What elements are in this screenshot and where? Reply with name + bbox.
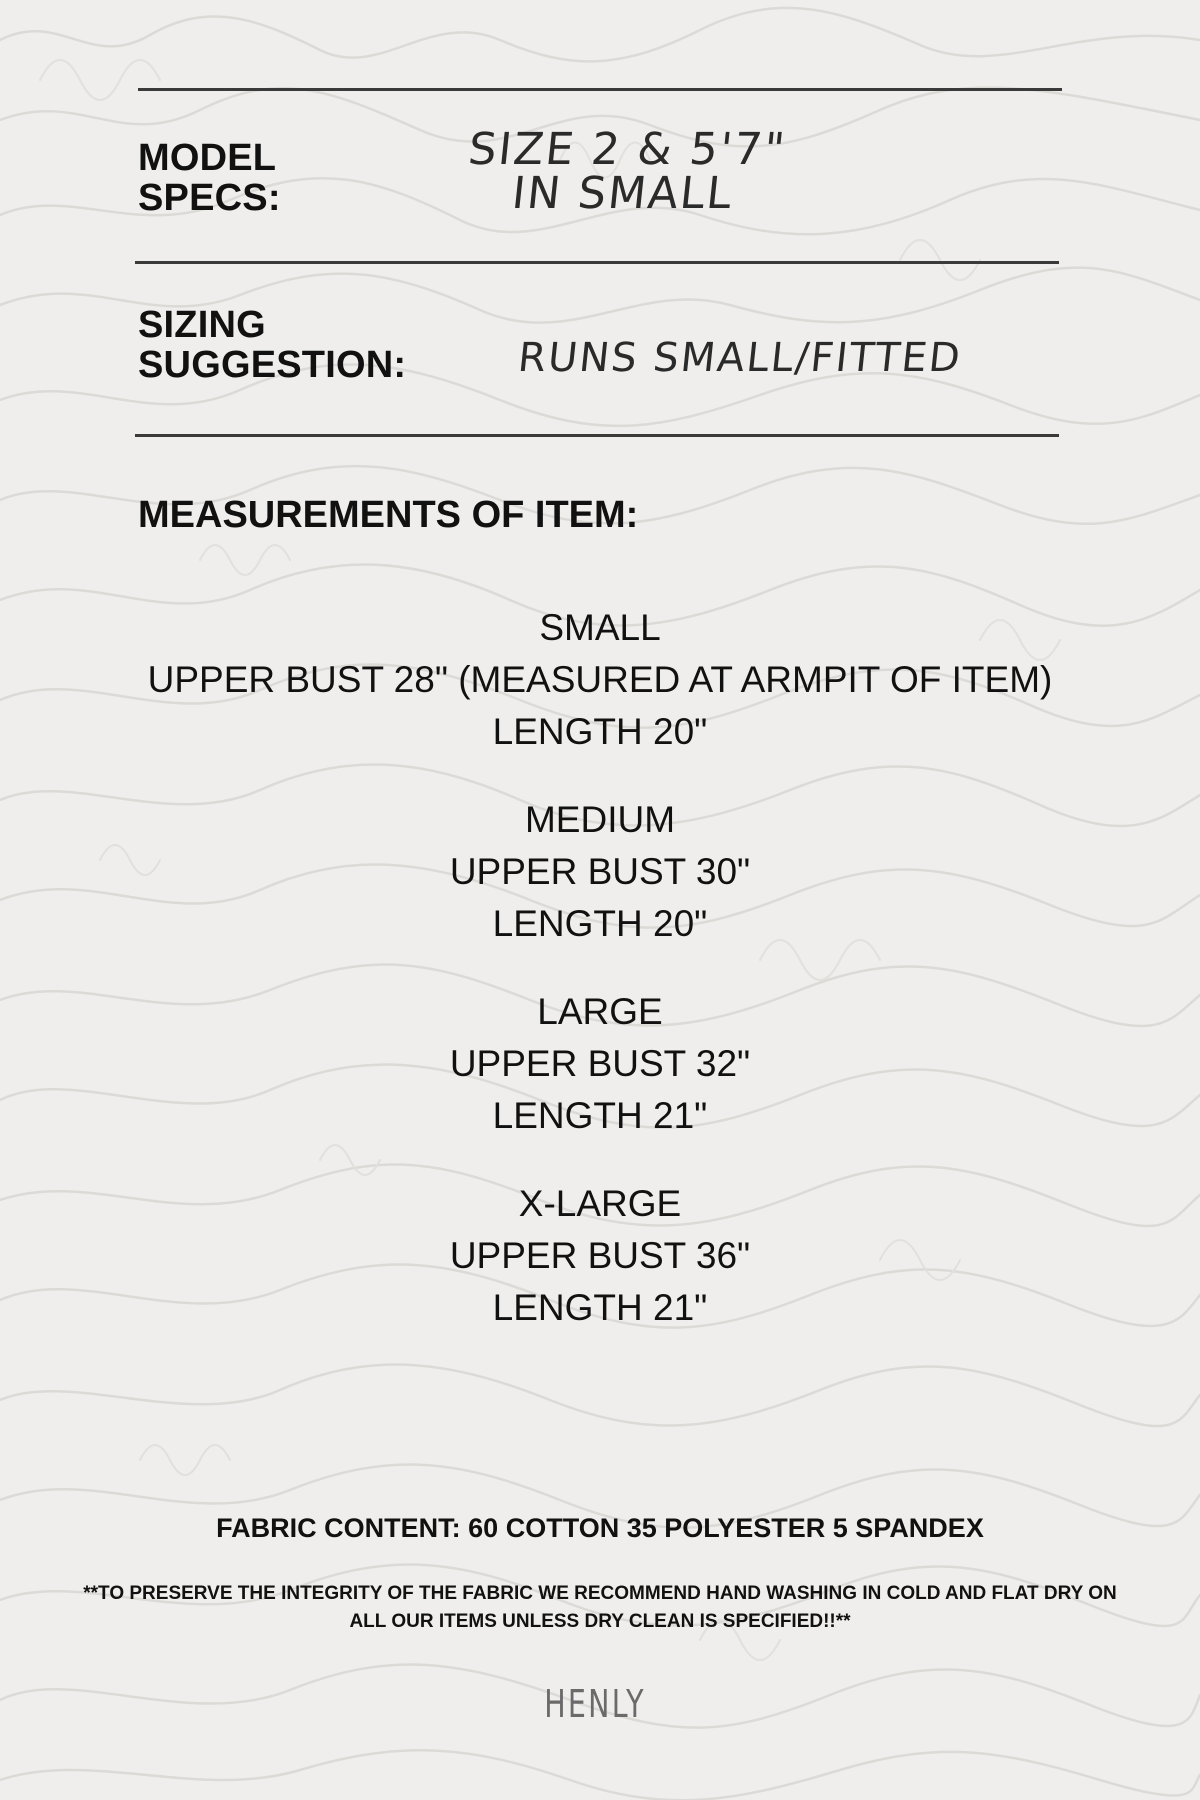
model-specs-value xyxy=(425,124,824,219)
sizing-label-line1: SIZING xyxy=(138,304,266,346)
care-instructions xyxy=(50,1580,1150,1636)
size-length: LENGTH 20" xyxy=(492,903,708,944)
size-length: LENGTH 21" xyxy=(492,1287,708,1328)
sizing-value: RUNS SMALL/FITTED xyxy=(515,335,965,381)
model-specs-label xyxy=(138,138,281,218)
size-block-small xyxy=(0,602,1200,758)
size-length: LENGTH 21" xyxy=(492,1095,708,1136)
size-length: LENGTH 20" xyxy=(492,711,708,752)
size-block-medium xyxy=(0,794,1200,950)
care-line-2: ALL OUR ITEMS UNLESS DRY CLEAN IS SPECIFIED!!** xyxy=(349,1611,851,1632)
brand-logo: HENLY xyxy=(544,1682,646,1726)
middle-divider xyxy=(135,261,1059,264)
model-specs-label-line2: SPECS: xyxy=(138,177,281,219)
measurements-heading: MEASUREMENTS OF ITEM: xyxy=(138,494,639,536)
size-bust: UPPER BUST 36" xyxy=(449,1235,751,1276)
model-specs-value-line1: SIZE 2 & 5'7" xyxy=(465,124,789,175)
fabric-content: FABRIC CONTENT: 60 COTTON 35 POLYESTER 5 SPANDEX xyxy=(216,1513,984,1543)
size-block-x-large xyxy=(0,1178,1200,1334)
model-specs-label-line1: MODEL xyxy=(138,137,277,179)
sizing-label xyxy=(138,305,406,385)
bottom-divider xyxy=(135,434,1059,437)
top-divider xyxy=(138,88,1062,91)
size-name: LARGE xyxy=(537,991,663,1032)
size-list xyxy=(0,602,1200,1370)
size-block-large xyxy=(0,986,1200,1142)
model-specs-value-line2: IN SMALL xyxy=(509,168,736,219)
size-bust: UPPER BUST 30" xyxy=(449,851,751,892)
size-name: SMALL xyxy=(539,607,661,648)
size-name: MEDIUM xyxy=(524,799,676,840)
size-bust: UPPER BUST 28" (MEASURED AT ARMPIT OF ITEM) xyxy=(147,659,1053,700)
care-line-1: **TO PRESERVE THE INTEGRITY OF THE FABRIC WE RECOMMEND HAND WASHING IN COLD AND FLAT DRY ON xyxy=(83,1583,1117,1604)
sizing-label-line2: SUGGESTION: xyxy=(138,344,407,386)
size-bust: UPPER BUST 32" xyxy=(449,1043,751,1084)
size-name: X-LARGE xyxy=(518,1183,682,1224)
